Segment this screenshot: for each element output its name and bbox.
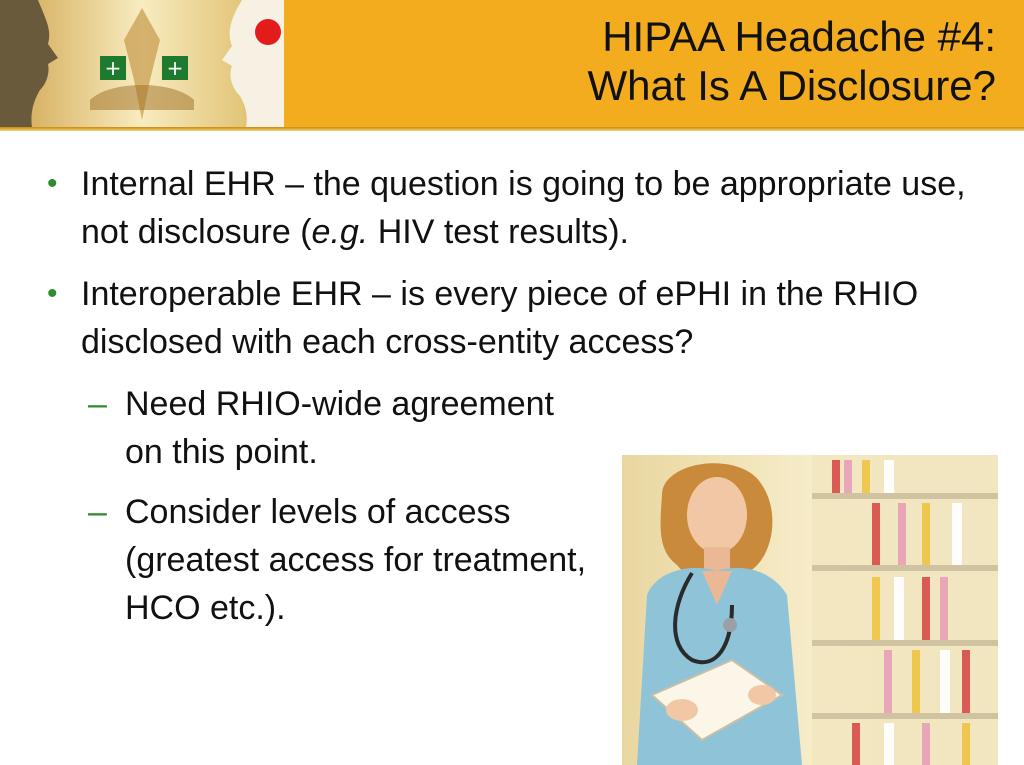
sub-bullet-agreement <box>88 380 595 476</box>
bullet-text-italic: e.g. <box>311 213 369 251</box>
sub-bullet-marker: – <box>88 385 107 423</box>
slide-title <box>436 12 996 110</box>
slide-title-line-2: What Is A Disclosure? <box>587 62 996 109</box>
bullet-text-part2: HIV test results). <box>368 213 629 251</box>
sub-bullet-levels-of-access <box>88 488 595 632</box>
bullet-text-part1: Internal EHR – the question is going to be appropriate use, not disclosure ( <box>81 165 966 251</box>
bullet-item-internal-ehr <box>44 160 984 256</box>
svg-text:+: + <box>166 56 184 80</box>
bullet-marker: • <box>47 167 58 200</box>
sub-bullet-text: Need RHIO-wide agreement on this point. <box>125 385 554 471</box>
svg-text:+: + <box>104 56 122 80</box>
sub-bullet-text: Consider levels of access (greatest access for treatment, HCO etc.). <box>125 493 587 627</box>
bullet-marker: • <box>47 277 58 310</box>
sub-bullet-marker: – <box>88 493 107 531</box>
nurse-reading-chart-photo-icon <box>622 455 998 765</box>
medical-faces-logo-icon <box>0 0 284 127</box>
header-band <box>0 0 1024 127</box>
header-divider <box>0 127 1024 131</box>
bullet-item-interoperable-ehr <box>44 270 984 366</box>
bullet-text: Interoperable EHR – is every piece of ePHI in the RHIO disclosed with each cross-entity access? <box>81 275 919 361</box>
slide-title-line-1: HIPAA Headache #4: <box>602 13 996 60</box>
